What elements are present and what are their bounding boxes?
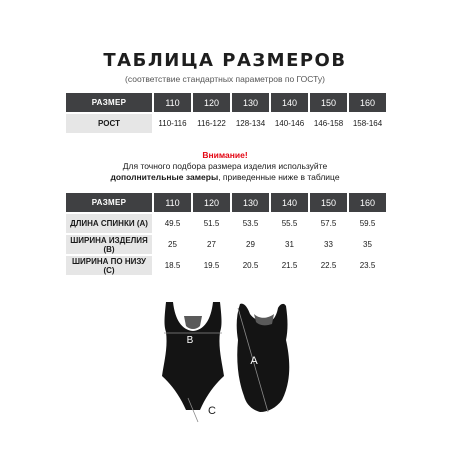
size-cell: 160	[349, 93, 386, 112]
label-c: C	[208, 405, 216, 417]
size-cell: 130	[232, 93, 269, 112]
back-strap-shape	[184, 316, 202, 329]
table-header-row	[66, 193, 386, 212]
row-label: ШИРИНА ИЗДЕЛИЯ (В)	[66, 235, 152, 254]
table-row	[66, 114, 386, 133]
row-label: ДЛИНА СПИНКИ (А)	[66, 214, 152, 233]
size-cell: 150	[310, 93, 347, 112]
table-cell: 21.5	[271, 256, 308, 275]
measure-line-c	[188, 398, 198, 422]
header-label: РАЗМЕР	[66, 93, 152, 112]
measurements-table	[64, 191, 388, 277]
size-cell: 110	[154, 93, 191, 112]
label-b: B	[186, 335, 194, 346]
table-cell: 55.5	[271, 214, 308, 233]
table-row	[66, 214, 386, 233]
garment-side-diagram	[232, 300, 294, 416]
table-cell: 23.5	[349, 256, 386, 275]
table-cell: 29	[232, 235, 269, 254]
size-cell: 160	[349, 193, 386, 212]
header-label: РАЗМЕР	[66, 193, 152, 212]
size-cell: 120	[193, 93, 230, 112]
table-cell: 158-164	[349, 114, 386, 133]
page-title: ТАБЛИЦА РАЗМЕРОВ	[103, 50, 347, 71]
notice-block	[0, 150, 450, 183]
size-cell: 110	[154, 193, 191, 212]
table-cell: 20.5	[232, 256, 269, 275]
table-header-row	[66, 93, 386, 112]
size-cell: 140	[271, 93, 308, 112]
table-row	[66, 256, 386, 275]
table-cell: 146-158	[310, 114, 347, 133]
table-cell: 59.5	[349, 214, 386, 233]
notice-line-2	[0, 172, 450, 183]
table-cell: 53.5	[232, 214, 269, 233]
table-cell: 18.5	[154, 256, 191, 275]
notice-line-2-rest: , приведенные ниже в таблице	[218, 172, 340, 182]
table-cell: 51.5	[193, 214, 230, 233]
page-subtitle: (соответствие стандартных параметров по ГОСТу)	[125, 74, 325, 84]
size-cell: 130	[232, 193, 269, 212]
size-height-table	[64, 91, 388, 135]
warning-text: Внимание!	[202, 150, 248, 160]
table-cell: 33	[310, 235, 347, 254]
size-cell: 150	[310, 193, 347, 212]
table-cell: 57.5	[310, 214, 347, 233]
label-a: A	[250, 355, 258, 367]
table-cell: 140-146	[271, 114, 308, 133]
table-cell: 35	[349, 235, 386, 254]
table-cell: 19.5	[193, 256, 230, 275]
table-cell: 49.5	[154, 214, 191, 233]
table-cell: 110-116	[154, 114, 191, 133]
row-label: ШИРИНА ПО НИЗУ (С)	[66, 256, 152, 275]
table-cell: 27	[193, 235, 230, 254]
table-cell: 31	[271, 235, 308, 254]
size-cell: 120	[193, 193, 230, 212]
table-cell: 22.5	[310, 256, 347, 275]
size-cell: 140	[271, 193, 308, 212]
notice-emphasis: дополнительные замеры	[110, 172, 219, 182]
table-cell: 25	[154, 235, 191, 254]
notice-line-1: Для точного подбора размера изделия используйте	[122, 161, 328, 171]
table-cell: 128-134	[232, 114, 269, 133]
row-label: РОСТ	[66, 114, 152, 133]
table-row	[66, 235, 386, 254]
table-cell: 116-122	[193, 114, 230, 133]
measure-c-diagram	[186, 396, 228, 426]
